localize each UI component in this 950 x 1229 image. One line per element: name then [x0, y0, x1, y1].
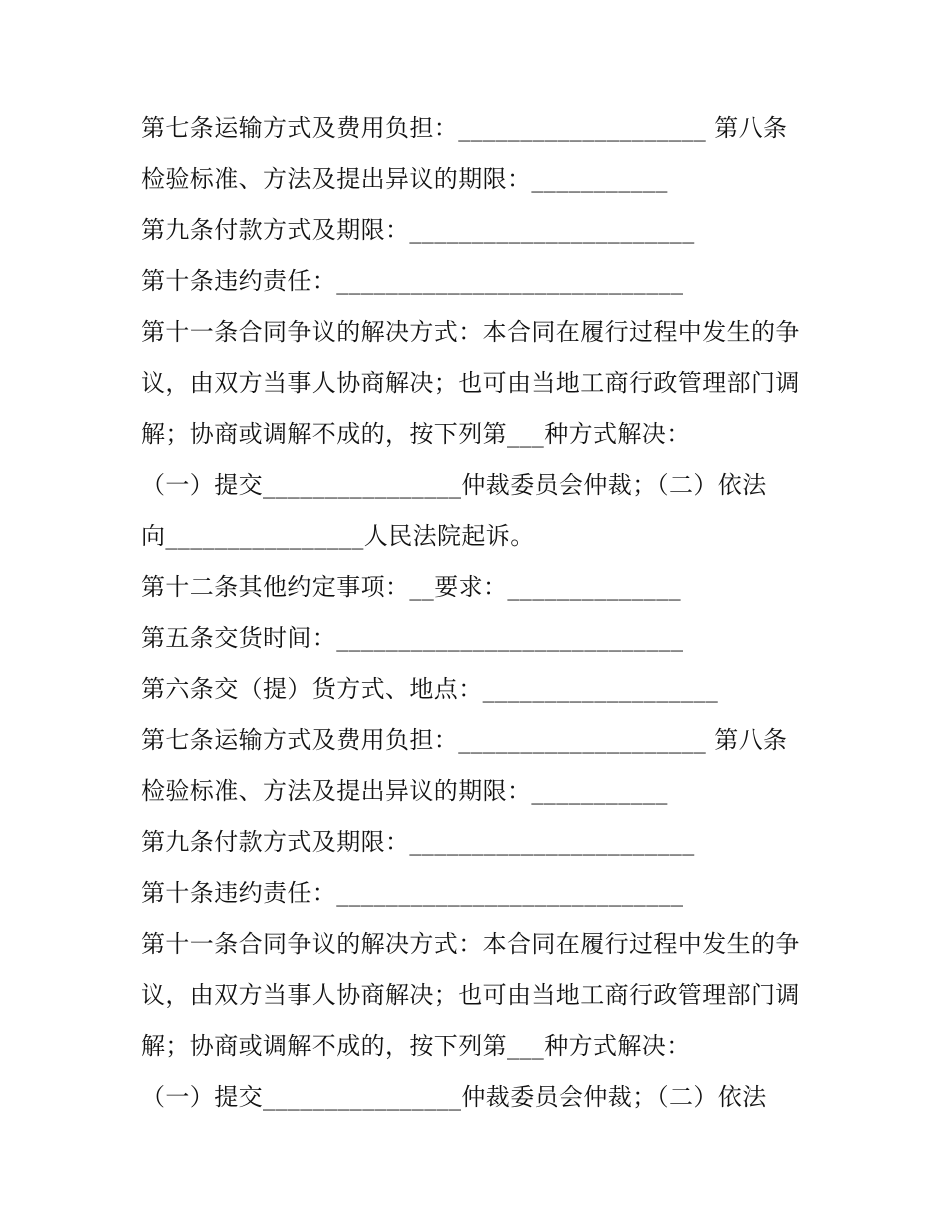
text-line: 第五条交货时间：____________________________	[141, 624, 684, 652]
text-line: （一）提交________________仲裁委员会仲裁；（二）依法	[141, 471, 767, 499]
document-body	[141, 103, 821, 1123]
text-line: 第十一条合同争议的解决方式：本合同在履行过程中发生的争	[141, 930, 800, 958]
text-line: 第十二条其他约定事项：__要求：______________	[141, 573, 681, 601]
text-line: 第十条违约责任：____________________________	[141, 267, 684, 295]
text-line: 第十条违约责任：____________________________	[141, 879, 684, 907]
text-line: （一）提交________________仲裁委员会仲裁；（二）依法	[141, 1083, 767, 1111]
text-line: 第六条交（提）货方式、地点：___________________	[141, 675, 719, 703]
text-line: 议，由双方当事人协商解决；也可由当地工商行政管理部门调	[141, 981, 800, 1009]
text-line: 第七条运输方式及费用负担：____________________ 第八条	[141, 726, 788, 754]
text-line: 检验标准、方法及提出异议的期限：___________	[141, 777, 668, 805]
text-line: 第七条运输方式及费用负担：____________________ 第八条	[141, 114, 788, 142]
text-line: 第九条付款方式及期限：_______________________	[141, 216, 695, 244]
text-line: 检验标准、方法及提出异议的期限：___________	[141, 165, 668, 193]
text-line: 第十一条合同争议的解决方式：本合同在履行过程中发生的争	[141, 318, 800, 346]
text-line: 解；协商或调解不成的，按下列第___种方式解决：	[141, 1032, 691, 1060]
text-line: 解；协商或调解不成的，按下列第___种方式解决：	[141, 420, 691, 448]
text-line: 议，由双方当事人协商解决；也可由当地工商行政管理部门调	[141, 369, 800, 397]
text-line: 第九条付款方式及期限：_______________________	[141, 828, 695, 856]
text-line: 向________________人民法院起诉。	[141, 522, 535, 550]
